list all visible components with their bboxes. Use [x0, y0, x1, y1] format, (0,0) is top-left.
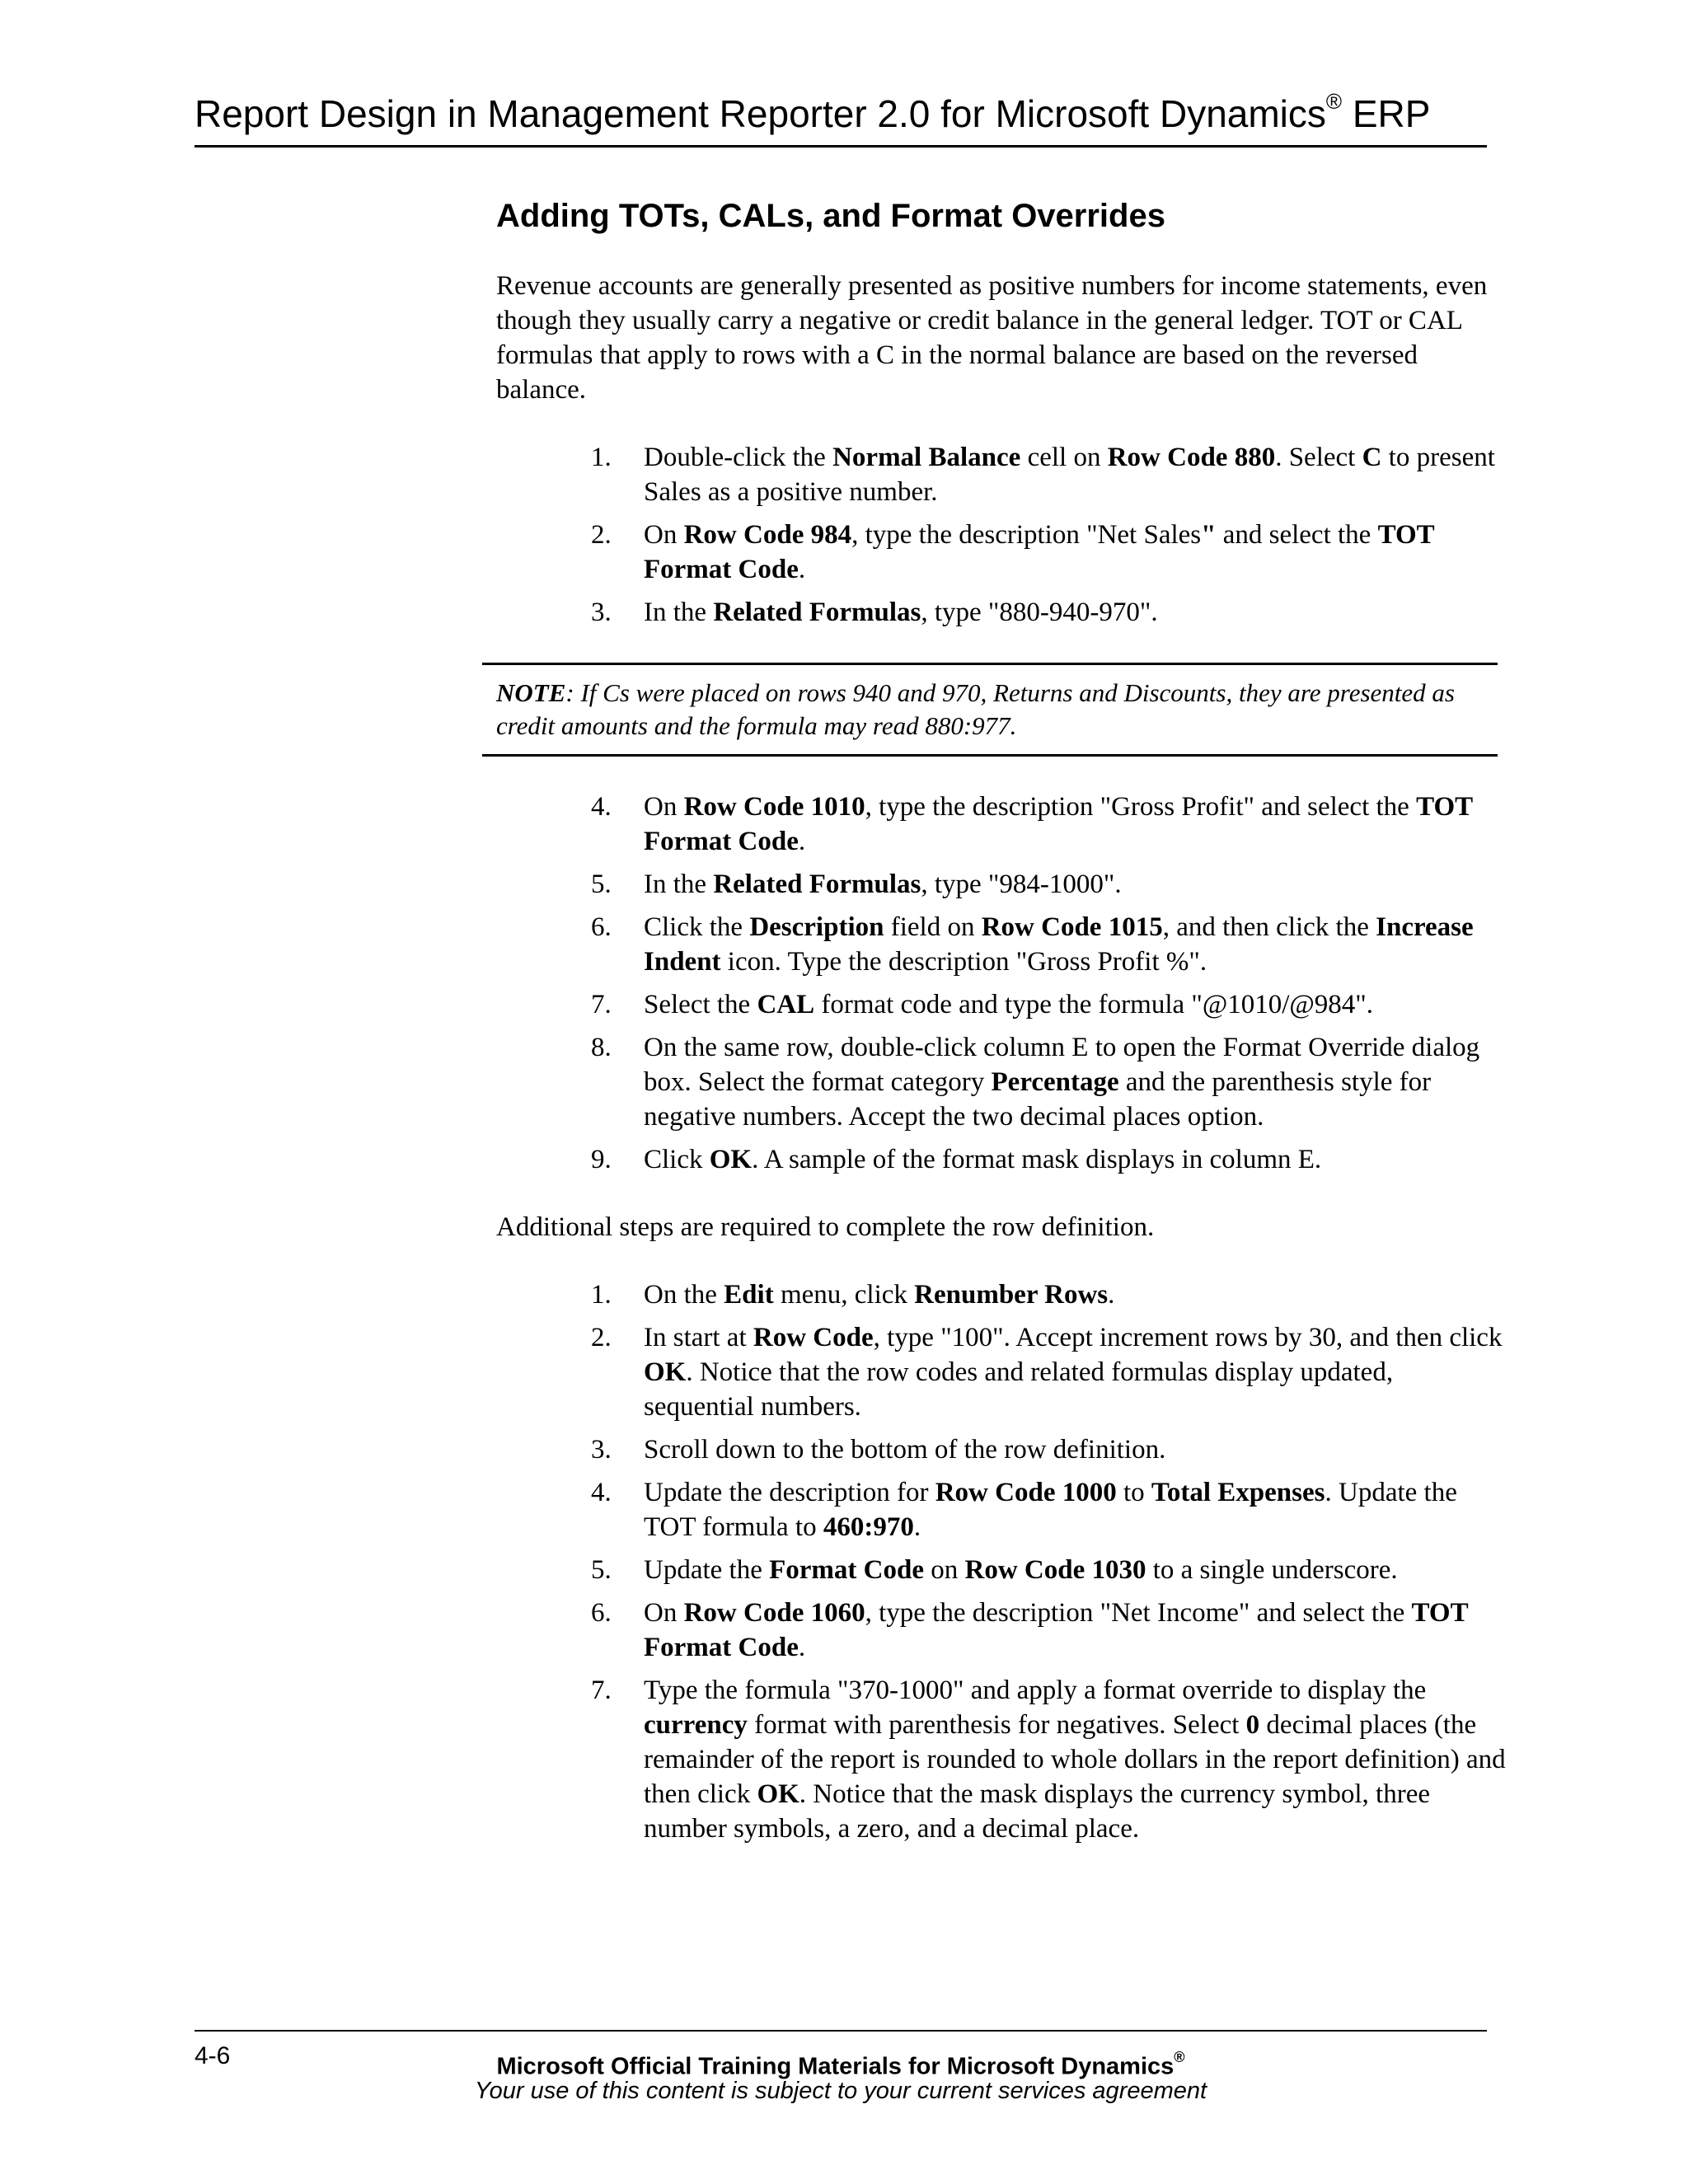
note-text: : If Cs were placed on rows 940 and 970, Returns and Discounts, they are presented as credit amounts and the formula may read 880:977. — [496, 678, 1455, 740]
list-item-number: 7. — [591, 990, 612, 1019]
main-content — [496, 196, 1510, 1879]
list-item-text: Click the Description field on Row Code 1015, and then click the Increase Indent icon. Type the description "Gross Profit %". — [644, 912, 1474, 977]
list-item-text: On Row Code 1010, type the description "Gross Profit" and select the TOT Format Code. — [644, 792, 1473, 856]
list-item-number: 1. — [591, 1280, 612, 1310]
footer-rule — [195, 2030, 1487, 2032]
list-item — [496, 1673, 1510, 1846]
list-item — [496, 1277, 1510, 1312]
list-item — [496, 867, 1510, 902]
footer-registered-mark: ® — [1174, 2049, 1185, 2065]
header-suffix: ERP — [1342, 92, 1431, 135]
steps-list-2 — [496, 790, 1510, 1177]
list-item-number: 6. — [591, 912, 612, 942]
header-registered-mark: ® — [1325, 88, 1343, 114]
list-item — [496, 1432, 1510, 1467]
list-item — [496, 790, 1510, 859]
list-item — [496, 1475, 1510, 1544]
list-item-text: On Row Code 1060, type the description "Net Income" and select the TOT Format Code. — [644, 1598, 1468, 1662]
steps-list-3 — [496, 1277, 1510, 1846]
note-box — [482, 663, 1498, 757]
intro-paragraph: Revenue accounts are generally presented as positive numbers for income statements, even though they usually carry a negative or credit balance in the general ledger. TOT or CAL formulas that apply to rows with a C in the normal balance are based on the reversed balance. — [496, 271, 1488, 405]
list-item-number: 5. — [591, 869, 612, 899]
list-item-number: 1. — [591, 443, 612, 472]
list-item-number: 7. — [591, 1675, 612, 1705]
header-rule — [195, 145, 1487, 148]
list-item-number: 5. — [591, 1555, 612, 1585]
list-item — [496, 1320, 1510, 1424]
list-item-text: In the Related Formulas, type "880-940-970". — [644, 598, 1158, 627]
list-item — [496, 1142, 1510, 1177]
list-item-text: Click OK. A sample of the format mask displays in column E. — [644, 1145, 1322, 1174]
list-item — [496, 987, 1510, 1022]
list-item-text: In start at Row Code, type "100". Accept increment rows by 30, and then click OK. Notice that the row codes and related formulas display updated, sequential numbers. — [644, 1323, 1503, 1422]
steps-list-1 — [496, 440, 1510, 630]
list-item-text: Type the formula "370-1000" and apply a format override to display the currency format with parenthesis for negatives. Select 0 decimal places (the remainder of the report is rounded to whole dollars in the report definition) and then click OK. Notice that the mask displays the currency symbol, three number symbols, a zero, and a decimal place. — [644, 1675, 1506, 1844]
list-item-text: Double-click the Normal Balance cell on Row Code 880. Select C to present Sales as a positive number. — [644, 443, 1495, 507]
list-item-number: 4. — [591, 1478, 612, 1507]
list-item-text: On Row Code 984, type the description "Net Sales" and select the TOT Format Code. — [644, 520, 1435, 584]
list-item-number: 4. — [591, 792, 612, 822]
list-item — [496, 910, 1510, 979]
page-number: 4-6 — [195, 2042, 231, 2069]
footer-subtitle: Your use of this content is subject to your current services agreement — [474, 2078, 1207, 2104]
list-item — [496, 440, 1510, 509]
list-item-text: In the Related Formulas, type "984-1000". — [644, 869, 1122, 899]
list-item-text: Scroll down to the bottom of the row definition. — [644, 1435, 1166, 1465]
list-item-number: 2. — [591, 1323, 612, 1352]
footer-title-text: Microsoft Official Training Materials for Microsoft Dynamics — [496, 2053, 1175, 2080]
list-item — [496, 1030, 1510, 1134]
list-item-text: Update the description for Row Code 1000 to Total Expenses. Update the TOT formula to 460:970. — [644, 1478, 1457, 1542]
list-item-number: 3. — [591, 1435, 612, 1465]
list-item-number: 8. — [591, 1033, 612, 1062]
list-item-text: On the Edit menu, click Renumber Rows. — [644, 1280, 1115, 1310]
additional-paragraph: Additional steps are required to complete the row definition. — [496, 1212, 1155, 1242]
page-header — [195, 88, 1487, 136]
section-title: Adding TOTs, CALs, and Format Overrides — [496, 198, 1165, 234]
list-item-number: 6. — [591, 1598, 612, 1628]
list-item-text: Update the Format Code on Row Code 1030 to a single underscore. — [644, 1555, 1398, 1585]
list-item-number: 9. — [591, 1145, 612, 1174]
list-item — [496, 1596, 1510, 1665]
note-label: NOTE — [496, 678, 566, 707]
header-title: Report Design in Management Reporter 2.0 for Microsoft Dynamics — [195, 92, 1326, 135]
list-item — [496, 1553, 1510, 1587]
list-item-number: 2. — [591, 520, 612, 550]
list-item — [496, 518, 1510, 587]
list-item-text: On the same row, double-click column E to open the Format Override dialog box. Select the format category Percentage and the parenthesis style for negative numbers. Accept the two decimal places option. — [644, 1033, 1480, 1132]
list-item-text: Select the CAL format code and type the formula "@1010/@984". — [644, 990, 1374, 1019]
list-item-number: 3. — [591, 598, 612, 627]
list-item — [496, 595, 1510, 630]
